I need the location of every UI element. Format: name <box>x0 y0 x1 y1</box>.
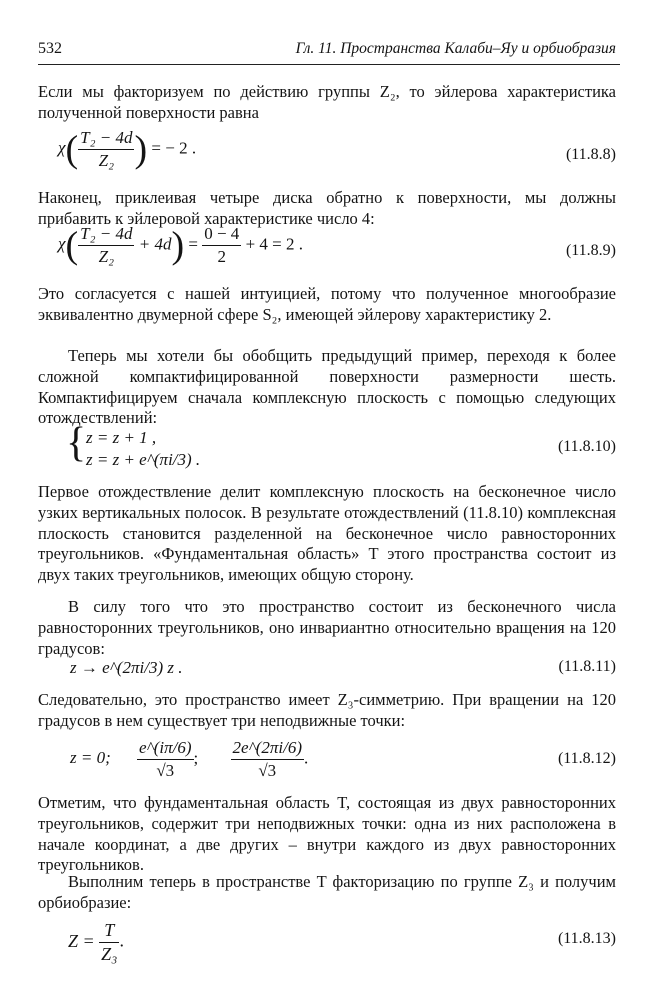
identification-1: z = z + 1 , <box>86 428 157 447</box>
equation-11-8-12 <box>38 738 616 781</box>
separator: ; <box>193 748 199 768</box>
fixed-point-1: z = 0; <box>70 748 111 768</box>
numerator: T₂ − 4d <box>80 128 133 147</box>
numerator: 2e^(2πi/6) <box>232 738 303 757</box>
denominator: Z₂ <box>78 149 134 171</box>
equation-number: (11.8.13) <box>557 930 616 947</box>
chi-symbol: χ <box>58 138 66 158</box>
left-paren: ( <box>65 128 79 171</box>
equation-11-8-8 <box>38 128 616 171</box>
chi-symbol: χ <box>58 234 66 254</box>
denominator: Z₂ <box>78 245 134 267</box>
orbifold-lhs: Z = <box>68 930 95 951</box>
equation-number: (11.8.11) <box>558 658 616 675</box>
denominator: √3 <box>137 759 194 781</box>
fraction <box>78 224 134 267</box>
equation-11-8-11 <box>38 658 616 678</box>
equation-rhs: = − 2 . <box>151 138 197 158</box>
fraction-2 <box>202 224 241 267</box>
right-paren: ) <box>134 128 148 171</box>
paragraph-1: Если мы факторизуем по действию группы Z₂, то эйлерова характеристика полученной поверхности равна <box>38 82 616 122</box>
paragraph-6: В силу того что это пространство состоит из бесконечного числа равносторонних треугольников, оно инвариантно относительно вращения на 120 градусов: <box>38 597 616 658</box>
numerator: e^(iπ/6) <box>139 738 192 757</box>
equals-sign: = <box>188 234 198 254</box>
left-paren: ( <box>65 224 79 267</box>
equation-11-8-9 <box>38 224 616 267</box>
fixed-point-2 <box>137 738 194 781</box>
paragraph-2: Наконец, приклеивая четыре диска обратно к поверхности, мы должны прибавить к эйлеровой характеристике число 4: <box>38 188 616 228</box>
numerator-2: 0 − 4 <box>204 224 240 243</box>
equation-11-8-10 <box>38 420 616 474</box>
right-paren: ) <box>171 224 185 267</box>
equation-11-8-13 <box>38 920 616 965</box>
paragraph-9: Выполним теперь в пространстве T факторизацию по группе Z₃ и получим орбиобразие: <box>38 872 616 912</box>
page-number: 532 <box>38 40 62 57</box>
paragraph-7: Следовательно, это пространство имеет Z₃-симметрию. При вращении на 120 градусов в нем существует три неподвижные точки: <box>38 690 616 730</box>
period: . <box>119 930 124 951</box>
plus-term: + 4d <box>138 234 172 254</box>
denominator: Z₃ <box>101 944 118 964</box>
identification-2: z = z + e^(πi/3) . <box>86 450 201 469</box>
denominator-2: 2 <box>202 245 241 267</box>
equation-number: (11.8.8) <box>565 146 616 163</box>
paragraph-3: Это согласуется с нашей интуицией, потому что полученное многообразие эквивалентно двумерной сфере S₂, имеющей эйлерову характеристику 2. <box>38 284 616 324</box>
brace: { <box>66 420 87 466</box>
paragraph-5: Первое отождествление делит комплексную плоскость на бесконечное число узких вертикальных полосок. В результате отождествлений (11.8.10) комплексная плоскость становится разделенной на бесконечное число равносторонних треугольников. «Фундаментальная область» T этого пространства состоит из двух таких треугольников, имеющих общую сторону. <box>38 482 616 585</box>
equation-number: (11.8.10) <box>557 438 616 455</box>
numerator: T <box>104 920 115 940</box>
numerator: T₂ − 4d <box>80 224 133 243</box>
fraction <box>99 920 119 965</box>
running-head: Гл. 11. Пространства Калаби–Яу и орбиобразия <box>295 40 616 57</box>
equation-rhs: + 4 = 2 . <box>245 234 303 254</box>
equation-number: (11.8.9) <box>565 242 616 259</box>
paragraph-4: Теперь мы хотели бы обобщить предыдущий пример, переходя к более сложной компактифицированной поверхности размерности шесть. Компактифицируем сначала комплексную плоскость с помощью следующих отождествлений: <box>38 346 616 428</box>
equation-number: (11.8.12) <box>557 750 616 767</box>
fixed-point-3 <box>231 738 305 781</box>
page-header <box>38 40 620 65</box>
fraction <box>78 128 134 171</box>
rotation-formula: z → e^(2πi/3) z . <box>70 658 183 677</box>
paragraph-8: Отметим, что фундаментальная область T, состоящая из двух равносторонних треугольников, содержит три неподвижных точки: одна из них расположена в начале координат, а две других – внутри каждого из двух равносторонних треугольников. <box>38 793 616 875</box>
period: . <box>304 748 309 768</box>
denominator: √3 <box>231 759 305 781</box>
